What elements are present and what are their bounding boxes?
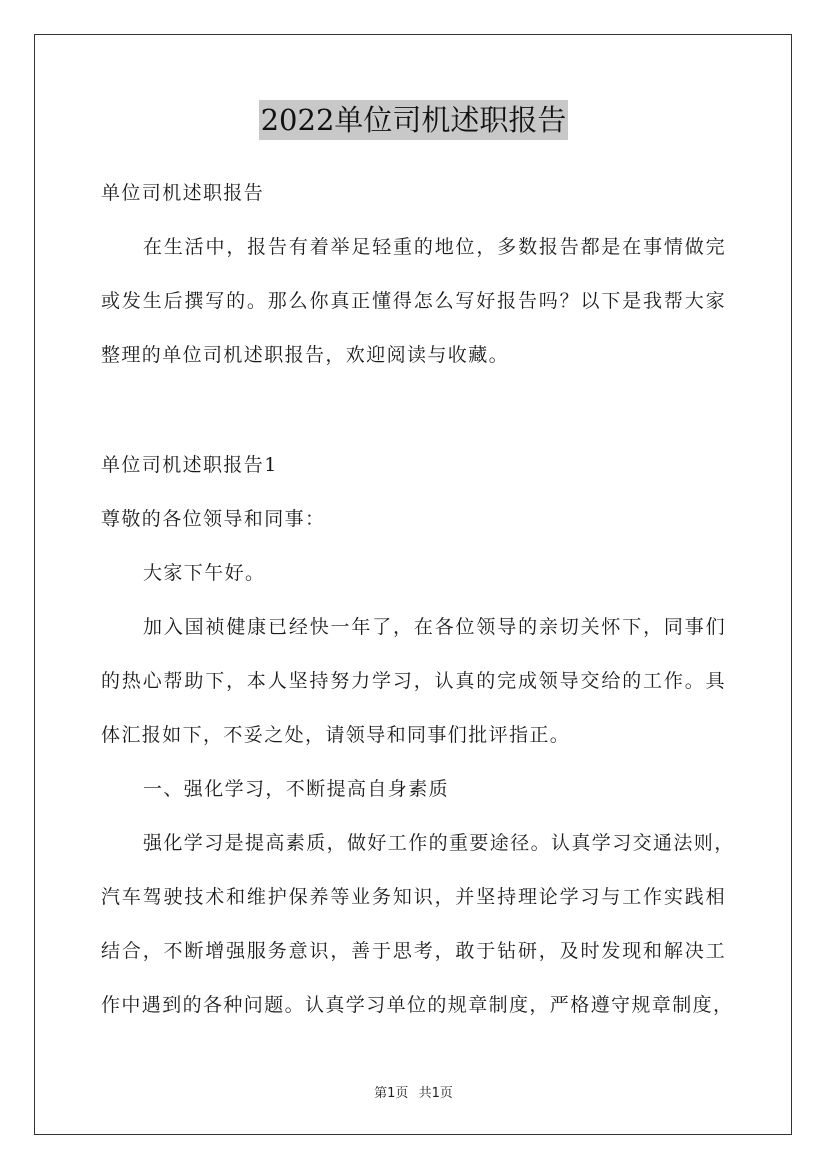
page-footer <box>0 1082 827 1101</box>
intro-line-1: 在生活中，报告有着举足轻重的地位，多数报告都是在事情做完 <box>143 236 726 258</box>
intro-line-2: 或发生后撰写的。那么你真正懂得怎么写好报告吗？以下是我帮大家 <box>101 290 726 312</box>
para2-line-3: 结合，不断增强服务意识，善于思考，敢于钻研，及时发现和解决工 <box>101 940 726 962</box>
page-total: 共1页 <box>418 1086 453 1101</box>
page-number: 第1页 <box>374 1086 409 1101</box>
para2-line-2: 汽车驾驶技术和维护保养等业务知识，并坚持理论学习与工作实践相 <box>101 886 726 908</box>
section-title: 单位司机述职报告1 <box>101 454 278 476</box>
para1-line-1: 加入国祯健康已经快一年了，在各位领导的亲切关怀下，同事们 <box>143 616 726 638</box>
para2-line-4: 作中遇到的各种问题。认真学习单位的规章制度，严格遵守规章制度， <box>101 994 734 1016</box>
intro-line-3: 整理的单位司机述职报告，欢迎阅读与收藏。 <box>101 344 510 366</box>
heading-1: 一、强化学习，不断提高自身素质 <box>143 778 450 800</box>
greeting: 大家下午好。 <box>143 562 266 584</box>
subtitle: 单位司机述职报告 <box>101 182 265 204</box>
para2-line-1: 强化学习是提高素质，做好工作的重要途径。认真学习交通法则， <box>143 832 735 854</box>
salutation: 尊敬的各位领导和同事： <box>101 508 326 530</box>
document-title: 2022单位司机述职报告 <box>259 100 569 140</box>
para1-line-2: 的热心帮助下，本人坚持努力学习，认真的完成领导交给的工作。具 <box>101 670 726 692</box>
para1-line-3: 体汇报如下，不妥之处，请领导和同事们批评指正。 <box>101 724 571 746</box>
title-container <box>0 100 827 140</box>
